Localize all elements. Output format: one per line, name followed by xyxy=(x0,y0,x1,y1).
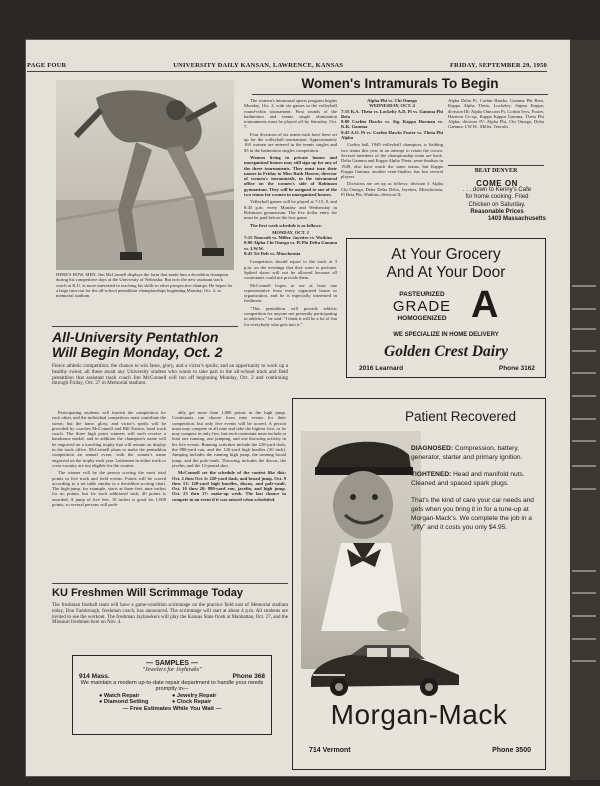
intramurals-para-6: McConnell hopes to see at least one representative from every organized house or organization, and he is especially interested in freshmen. xyxy=(244,282,337,304)
intramurals-para-4: Volleyball games will be played at 7:15, 8, and 8:45 p.m. every Monday and Wednesday in Robinson gymnasium. The five dollar entry fee must be paid before the first game. xyxy=(244,199,337,221)
dairy-address: 2016 Learnard xyxy=(359,365,404,372)
intramurals-para-3: Women living in private homes and unorganized houses may still sign up for any of the three tournaments. They must turn their names in Friday to Miss Ruth Hoover, director of women's intramurals, in the intramural office on the women's side of Robinson gymnasium. They will be assigned to one of the two teams for women in unorganized houses. xyxy=(244,154,337,198)
col2-game-4: 8:45 A.O. Pi vs. Corbin Hawks Foster vs. Theta Phi Alpha xyxy=(341,129,443,141)
caption-rule xyxy=(52,326,238,327)
masthead xyxy=(27,62,547,69)
dairy-phone: Phone 3162 xyxy=(498,365,535,372)
kenny-line-2: for home cooking. Fried xyxy=(465,194,529,201)
kenny-title: COME ON xyxy=(476,179,518,188)
samples-address: 914 Mass. xyxy=(79,673,110,680)
intramurals-para-2: Four divisions of six teams each have been set up for the volleyball tournament. Approximately 160 women are entered in the tennis singles and 85 in the badminton singles competition. xyxy=(244,131,337,153)
kenny-line-1: . . . down to Kenny's Cafe xyxy=(462,187,532,194)
col2-game-2: 7:15 K.A. Theta vs. Lockeby A.D. Pi vs. Gamma Phi Beta xyxy=(341,108,443,119)
samples-phone: Phone 368 xyxy=(232,673,265,680)
athlete-photo xyxy=(56,80,234,270)
pentathlon-column-1 xyxy=(52,410,166,580)
monday-heading: MONDAY, OCT. 2 xyxy=(272,229,309,235)
dairy-name: Golden Crest Dairy xyxy=(384,343,508,360)
schedule-intro: The first week schedule is as follows: xyxy=(250,222,322,228)
freshmen-body: The freshman football team will have a game-condition scrimmage on the practice field east of Memorial stadium today, Don Fambrough, freshman coach, has announced. The scrimmage will start at about 4 p.m. All students are invited to see the workout. The freshman Jayhawkers will play the Kansas State frosh at Manhattan, Oct. 27, and the Missouri freshmen here on Nov. 4. xyxy=(52,603,288,626)
beat-denver: BEAT DENVER xyxy=(448,165,544,174)
pentathlon-lead: Fierce athletic competition; the chance to win fame, glory, and a victor's spoils; and an opportunity to work up a healthy sweat; all these await any University student who wants to take part in the all-school track and field pentathlon that assistant track coach Jim McConnell will run off beginning Monday, Oct. 2 and continuing through Friday, Oct. 27 in Memorial stadium. xyxy=(52,363,288,387)
morgan-mack-ad xyxy=(292,398,546,770)
patient-copy xyxy=(411,444,539,532)
morgan-mack-phone: Phone 3500 xyxy=(492,747,531,754)
mechanic-illustration xyxy=(301,431,421,669)
paper-name: UNIVERSITY DAILY KANSAN, LAWRENCE, KANSAS xyxy=(173,62,344,69)
adjacent-page-edge xyxy=(570,40,600,780)
pentathlon-para-2: The winner will be the person scoring the most total points in five track and field events. Points will be scored according to a set table similar to a decathlon scoring chart. The high-jump, for example, starts at three feet, nine inches for no points; but for each additional inch, 40 points is awarded. A jump of five feet, 10 inches is good for 1,000 points, so several persons will prob- xyxy=(52,470,166,508)
golden-crest-dairy-ad xyxy=(346,238,546,378)
morgan-mack-name: Morgan-Mack xyxy=(330,699,508,730)
col2-game-1: Alpha Phi vs. Chi Omega xyxy=(367,98,417,103)
kenny-line-4: Reasonable Prices xyxy=(470,208,524,215)
monday-game-1: 7:15 Tomcuth vs. Miller. Jayettes vs. Watkins xyxy=(244,235,333,241)
samples-line: We maintain a modern up-to-date repair department to handle your needs promptly in— xyxy=(80,680,264,693)
samples-item-watch: ● Watch Repair xyxy=(99,692,140,699)
diagnosed-label: DIAGNOSED: xyxy=(411,445,454,452)
pentathlon-para-3: ably get more than 1,000 points in the high jump. Contestants can choose from nine events for their competition, but only five events will be scored. A person must may compete in all nine and take the highest five, or he may compete in only five, but each contestant must include at least one running, one jumping, and one throwing activity in his five events. Running activities include the 220-yard dash, the 880-yard run, and the 120-yard high hurdles (30 inch). Jumping includes the running high jump, the running broad jump, and the pole-vault. Throwing includes the discus, the javelin, and the 12-pound shot. xyxy=(172,410,286,468)
tightened-text: Head and manifold nuts. xyxy=(453,471,525,478)
page-number: PAGE FOUR xyxy=(27,62,67,69)
pentathlon-headline-1: All-University Pentathlon xyxy=(52,329,219,345)
tightened-label: TIGHTENED: xyxy=(411,471,452,478)
samples-title: — SAMPLES — xyxy=(146,660,198,667)
intramurals-column-2 xyxy=(341,98,443,238)
kenny-cafe-ad xyxy=(448,180,546,223)
dairy-grade: GRADE xyxy=(392,298,452,315)
col2-game-3: 8:00 Corbin Hawks vs. Sig. Kappa Harman vs. K.K. Gamma xyxy=(341,119,443,130)
morgan-mack-address: 714 Vermont xyxy=(309,747,351,754)
pentathlon-para-4: McConnell set the schedule of the contest like this: Oct. 2 thru Oct. 6: 220-yard dash, and broad jump. Oct. 9 thru 13: 120-yard high hurdles, discus, and pole-vault. Oct. 16 thru 20: 880-yard run, javelin, and high jump. Oct. 23 thru 27: make-up week. The last chance to compete in an event if it was missed when scheduled. xyxy=(172,470,286,502)
freshmen-headline: KU Freshmen Will Scrimmage Today xyxy=(52,587,244,599)
patient-title: Patient Recovered xyxy=(405,409,517,424)
diagnosed-text: Compression, battery, generator, starter and primary ignition. xyxy=(411,445,523,461)
freshmen-rule xyxy=(52,583,288,584)
pentathlon-para-1: Participating students will furnish the competition for each other, and the individual competitors must contribute the sweat; but the fame, glory, and victor's spoils will be provided by coaches McConnell and Bill Easton, head track coach. The three high point winners will each receive a handsome medal, and in addition the champion's name will be engraved on a traveling trophy that will remain on display in the track office. McConnell plans to make the pentathlon competition an annual event, with the winner's name engraved on the trophy each year. Lettermen in either track or cross-country are not eligible for the contest. xyxy=(52,410,166,468)
intramurals-col2-para-1: Corbin hall, 1949 volleyball champion, is fielding two teams this year in an attempt to retain the crown. Several members of the championship team are back. Delta Gamma and Kappa Alpha Theta, semi-finalists in 1949, also have much the same teams, but Kappa Kappa Gamma, another semi-finalist, has lost several players. xyxy=(341,142,443,180)
hurdler-figure xyxy=(56,80,234,270)
intramurals-para-1: The women's intramural sports program begins Monday, Oct. 2, with six games in the volleyball round-robin tournament. First rounds of the badminton and tennis single elimination tournaments must be played off by Saturday, Oct. 7. xyxy=(244,98,337,130)
car-illustration xyxy=(305,639,465,699)
pentathlon-headline xyxy=(52,330,238,360)
samples-item-clock: ● Clock Repair xyxy=(172,699,212,706)
samples-subtitle: "Jewelers for Joyhawks" xyxy=(142,667,202,673)
kenny-address: 1403 Massachusetts xyxy=(487,216,546,223)
samples-item-jewelry: ● Jewelry Repair xyxy=(172,692,217,699)
dairy-homogenized: HOMOGENIZED xyxy=(397,315,447,322)
monday-game-3: 8:45 Tri Delt vs. Monchonsia xyxy=(244,251,301,257)
dairy-line-1: At Your Grocery xyxy=(391,246,501,263)
dairy-grade-letter: A xyxy=(471,284,499,326)
intramurals-rule xyxy=(252,94,548,95)
intramurals-column-1 xyxy=(244,98,337,448)
dairy-grade-box xyxy=(387,291,457,322)
dairy-pasteurized: PASTEURIZED xyxy=(399,291,445,298)
cleaned-text: Cleaned and spaced spark plugs. xyxy=(411,480,509,487)
dairy-special: WE SPECIALIZE IN HOME DELIVERY xyxy=(393,332,499,338)
col2-wednesday: WEDNESDAY, OCT. 4 xyxy=(369,103,415,109)
intramurals-para-5: Competitors should report to the track at 3 p.m. on the evenings that they want to perform. Spiked shoes will not be allowed because all contestants could not provide them. xyxy=(244,259,337,281)
intramurals-para-7: "This pentathlon will provide athletic competition for anyone not presently participating in athletics," he said. "I think it will be a lot of fun for everybody who gets into it." xyxy=(244,305,337,327)
masthead-rule xyxy=(27,71,547,72)
monday-game-2: 8:00 Alpha Chi Omega vs. Pi Phi Delta Gamma vs. I.W.W. xyxy=(244,240,337,251)
care-text: That's the kind of care your car needs and gets when you bring it in for a tune-up at Morgan-Mack's. We complete the job in a "jiffy" and it costs you only $4.95. xyxy=(411,497,534,531)
samples-jewelers-ad xyxy=(72,655,272,735)
intramurals-headline: Women's Intramurals To Begin xyxy=(301,76,499,91)
intramurals-col2-para-2: Divisions are set up as follows: division I: Alpha Chi Omega, Delta Delta Delta, Jayettes, Monchonsia, Pi Beta Phi, Watkins; division II: xyxy=(341,181,443,198)
photo-caption: HERE'S HOW, MEN. Jim McConnell displays the form that made him a decathlon champion during his competitive days at the University of Nebraska. But now the new assistant track coach at K.U. is more interested in teaching his skills to other prospective champs. He hopes for a large turn-out for the all-school pentathlon championships beginning Monday, Oct. 2, at memorial stadium. xyxy=(56,272,233,299)
issue-date: FRIDAY, SEPTEMBER 29, 1950 xyxy=(450,62,547,69)
dairy-line-2: And At Your Door xyxy=(386,264,506,281)
samples-item-diamond: ● Diamond Setting xyxy=(99,699,149,706)
intramurals-column-3: Alpha Delta Pi, Corbin Hawks, Gamma Phi Beta, Kappa Alpha Theta, Lockeley, Sigma Kappa; division III: Alpha Omicron Pi, Corbin Ivys, Foster, Harmon Co-op, Kappa Kappa Gamma, Theta Phi Alpha; division IV: Alpha Phi, Chi Omega, Delta Gamma, I.W.W., Miller, Tenruth. xyxy=(448,98,544,130)
kenny-line-3: Chicken on Saturday. xyxy=(468,201,526,208)
pentathlon-headline-2: Will Begin Monday, Oct. 2 xyxy=(52,344,223,360)
samples-footer: — Free Estimates While You Wait — xyxy=(122,705,222,712)
